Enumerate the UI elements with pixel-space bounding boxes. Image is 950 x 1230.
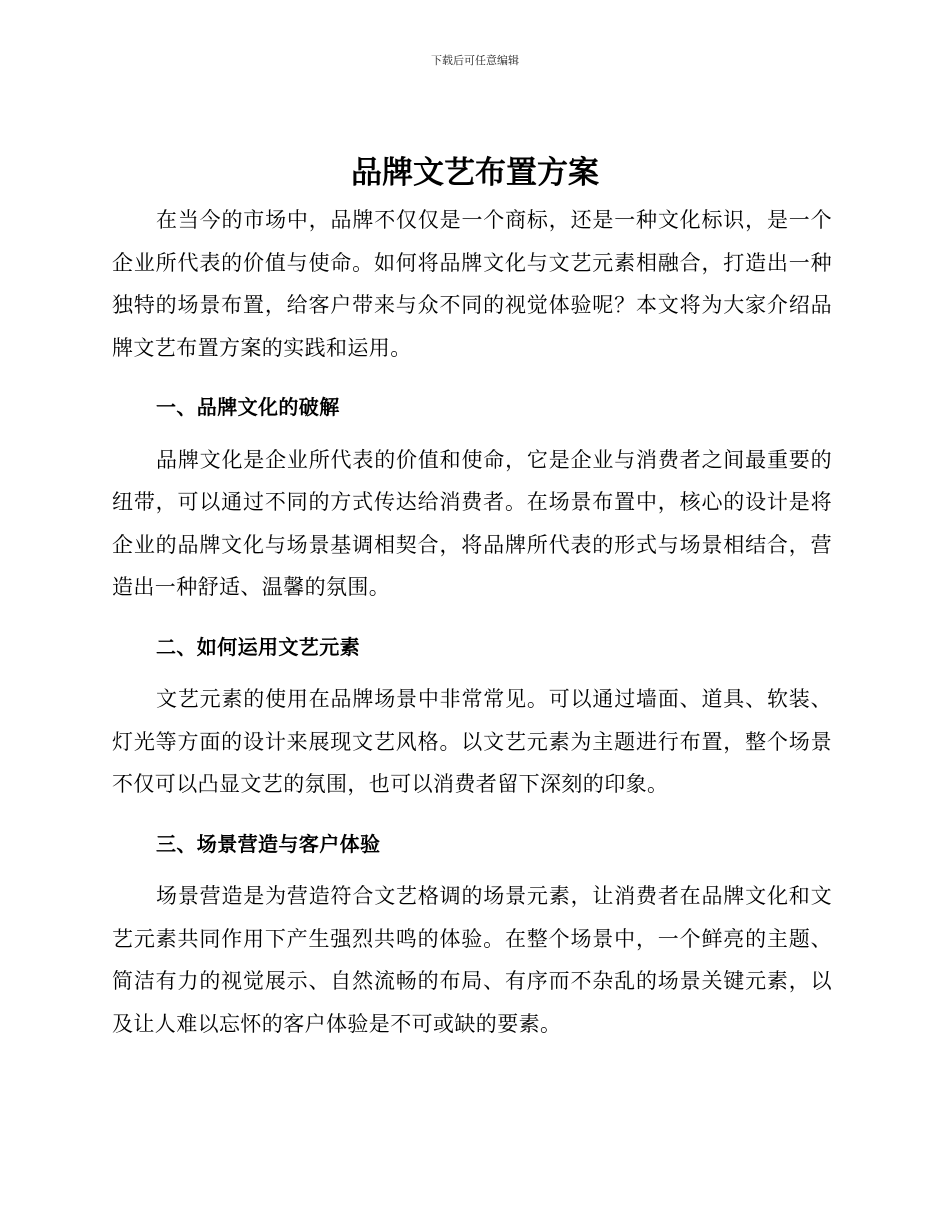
intro-paragraph: 在当今的市场中，品牌不仅仅是一个商标，还是一种文化标识，是一个企业所代表的价值与使命。如何将品牌文化与文艺元素相融合，打造出一种独特的场景布置，给客户带来与众不同的视觉体验呢？本文将为大家介绍品牌文艺布置方案的实践和运用。 bbox=[112, 208, 832, 360]
section-paragraph-2: 文艺元素的使用在品牌场景中非常常见。可以通过墙面、道具、软装、灯光等方面的设计来展现文艺风格。以文艺元素为主题进行布置，整个场景不仅可以凸显文艺的氛围，也可以消费者留下深刻的印象。 bbox=[112, 687, 832, 796]
document-title: 品牌文艺布置方案 bbox=[351, 155, 599, 191]
section-paragraph-1: 品牌文化是企业所代表的价值和使命，它是企业与消费者之间最重要的纽带，可以通过不同的方式传达给消费者。在场景布置中，核心的设计是将企业的品牌文化与场景基调相契合，将品牌所代表的形式与场景相结合，营造出一种舒适、温馨的氛围。 bbox=[112, 447, 832, 599]
document-body bbox=[112, 199, 832, 1045]
section-heading-3: 三、场景营造与客户体验 bbox=[156, 831, 381, 856]
section-heading-1: 一、品牌文化的破解 bbox=[156, 395, 340, 419]
section-paragraph-3: 场景营造是为营造符合文艺格调的场景元素，让消费者在品牌文化和文艺元素共同作用下产生强烈共鸣的体验。在整个场景中，一个鲜亮的主题、简洁有力的视觉展示、自然流畅的布局、有序而不杂乱的场景关键元素，以及让人难以忘怀的客户体验是不可或缺的要素。 bbox=[112, 884, 832, 1036]
section-heading-2: 二、如何运用文艺元素 bbox=[156, 634, 360, 659]
header-note: 下载后可任意编辑 bbox=[431, 54, 519, 67]
